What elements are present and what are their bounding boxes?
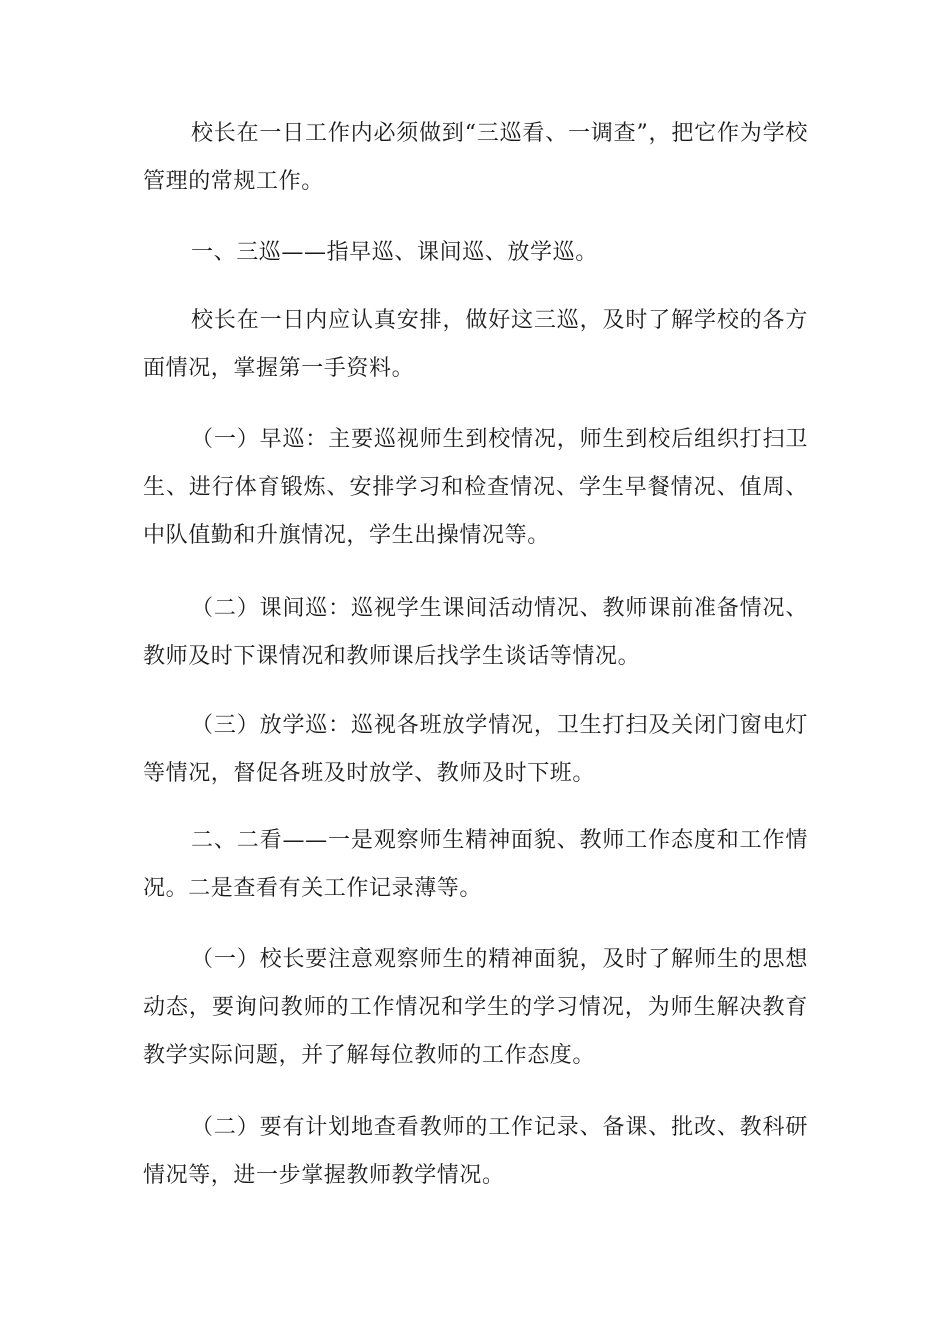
- paragraph-dismissal-patrol: （三）放学巡：巡视各班放学情况，卫生打扫及关闭门窗电灯等情况，督促各班及时放学、教师及时下班。: [143, 713, 808, 786]
- paragraph-patrol-arrangement: 校长在一日内应认真安排，做好这三巡，及时了解学校的各方面情况，掌握第一手资料。: [143, 308, 808, 381]
- paragraph-observe-spirit: （一）校长要注意观察师生的精神面貌，及时了解师生的思想动态，要询问教师的工作情况和学生的学习情况，为师生解决教育教学实际问题，并了解每位教师的工作态度。: [143, 947, 808, 1068]
- heading-two-looks: 二、二看——一是观察师生精神面貌、教师工作态度和工作情况。二是查看有关工作记录薄等。: [143, 828, 808, 901]
- paragraph-break-patrol: （二）课间巡：巡视学生课间活动情况、教师课前准备情况、教师及时下课情况和教师课后找学生谈话等情况。: [143, 596, 808, 669]
- heading-three-patrols: 一、三巡——指早巡、课间巡、放学巡。: [191, 240, 598, 265]
- paragraph-intro: 校长在一日工作内必须做到“三巡看、一调查”，把它作为学校管理的常规工作。: [143, 121, 808, 194]
- paragraph-morning-patrol: （一）早巡：主要巡视师生到校情况，师生到校后组织打扫卫生、进行体育锻炼、安排学习和检查情况、学生早餐情况、值周、中队值勤和升旗情况，学生出操情况等。: [143, 427, 808, 548]
- paragraph-check-records: （二）要有计划地查看教师的工作记录、备课、批改、教科研情况等，进一步掌握教师教学情况。: [143, 1115, 808, 1188]
